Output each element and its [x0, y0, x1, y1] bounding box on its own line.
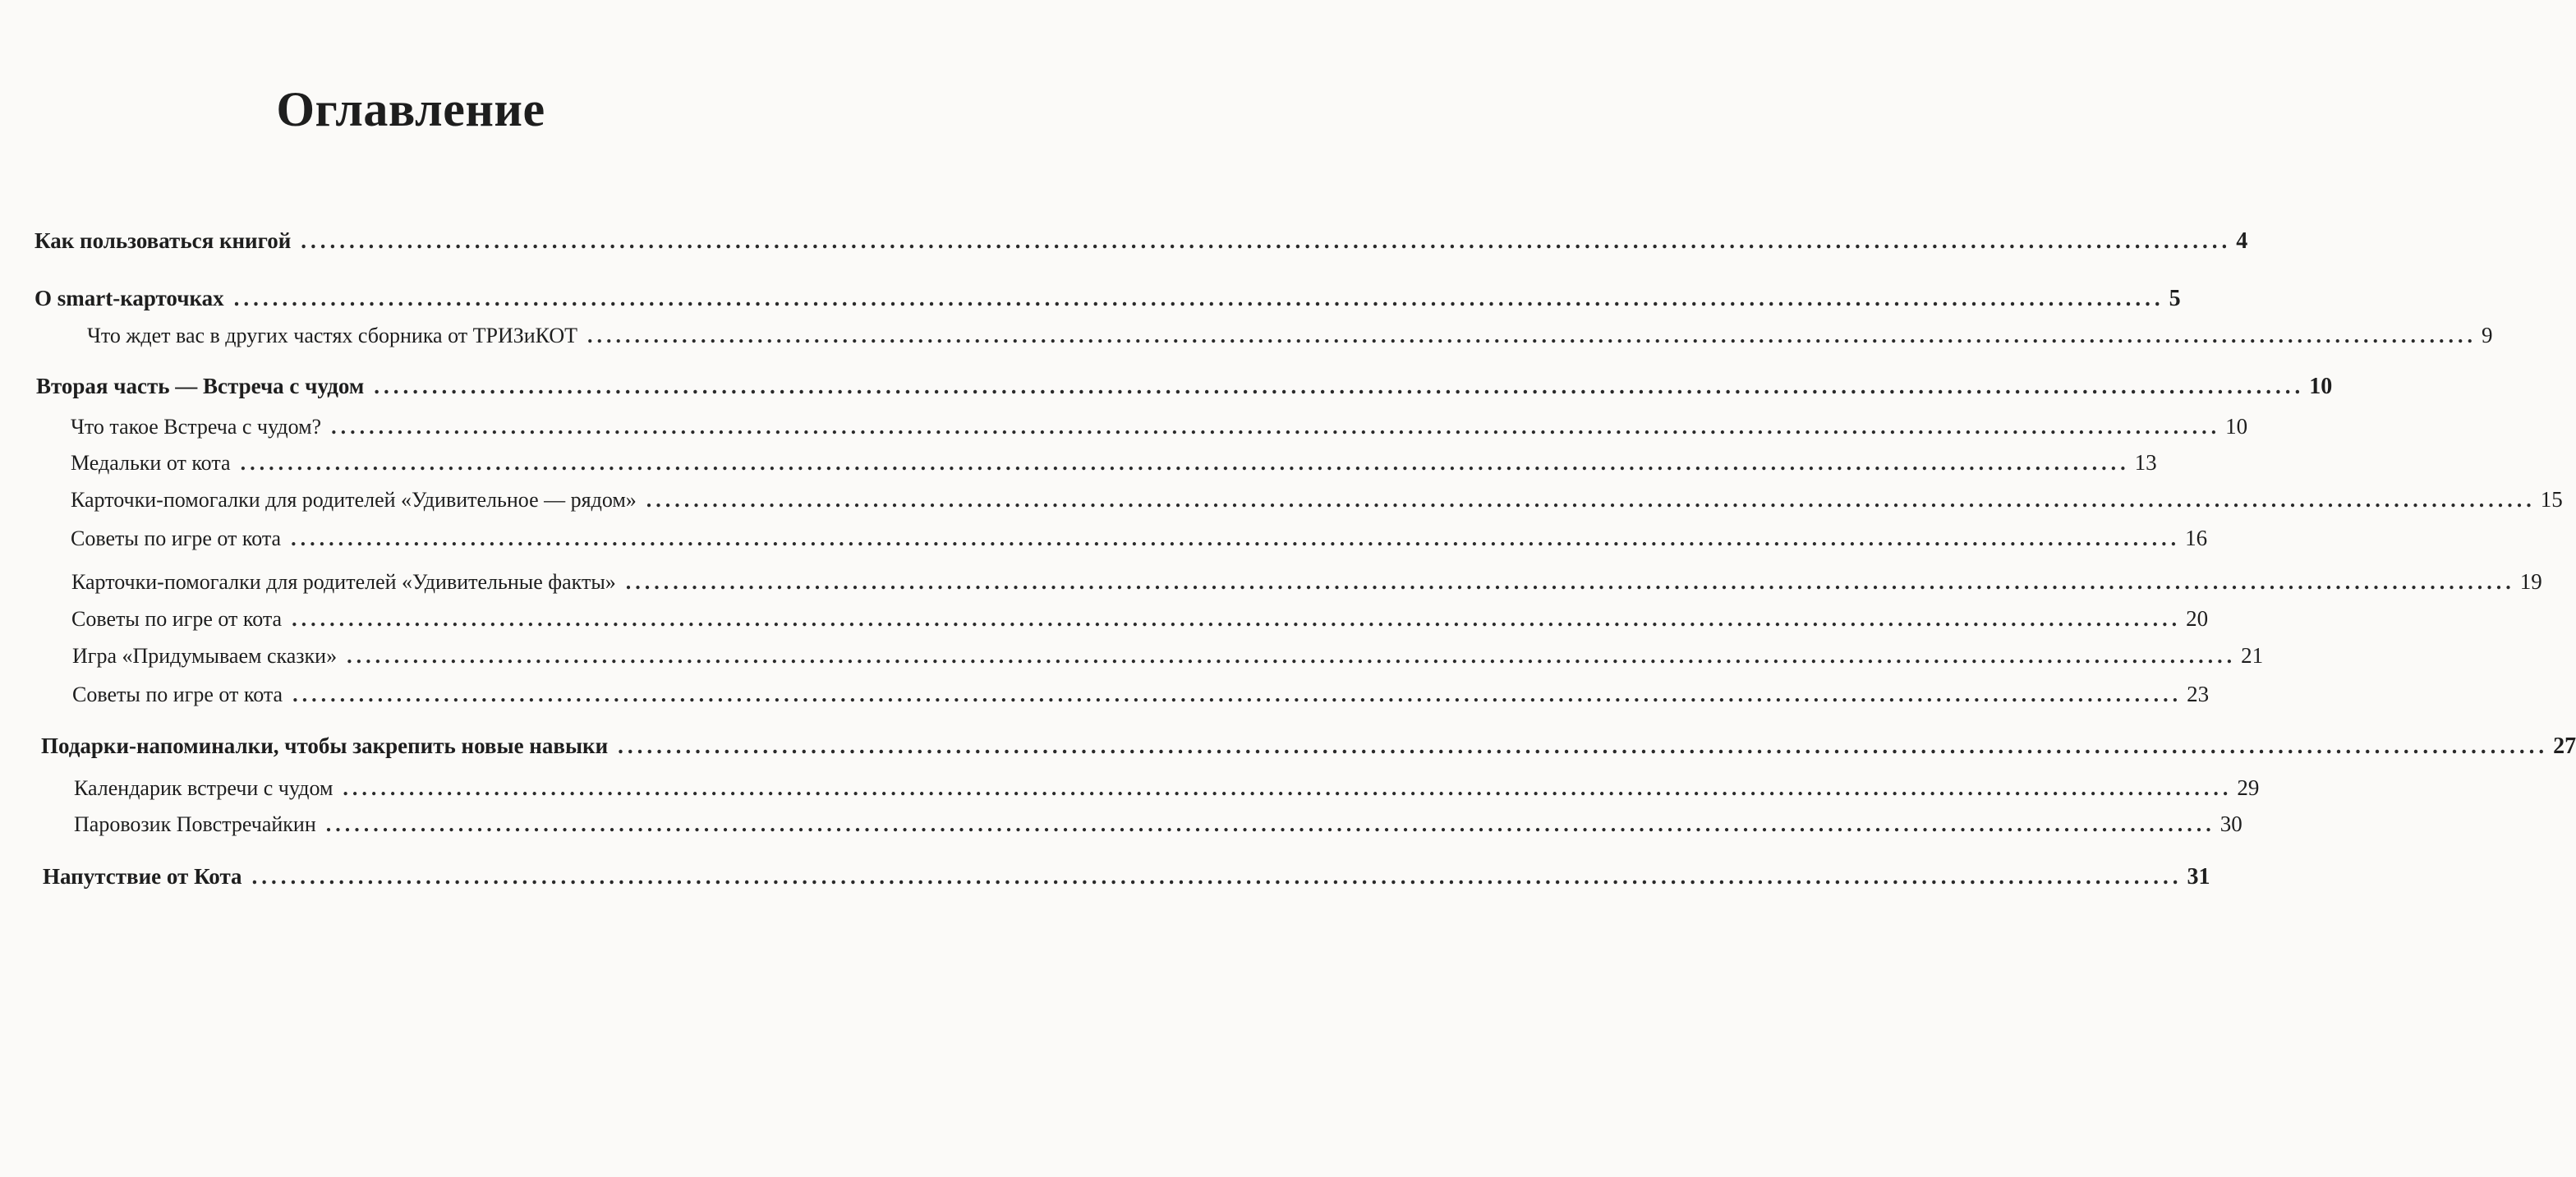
toc-entry[interactable]: [41, 733, 2576, 760]
toc-entry-label: Напутствие от Кота: [43, 864, 242, 889]
toc-entry-page: 13: [2134, 450, 2157, 475]
toc-leader-dots: ........................................................................................................................................................................................................: [374, 374, 2305, 398]
toc-leader-dots: ........................................................................................................................................................................................................: [233, 286, 2164, 310]
toc-entry[interactable]: [87, 323, 2493, 348]
toc-entry-label: О smart-карточках: [34, 286, 224, 310]
toc-entry-label: Советы по игре от кота: [72, 683, 283, 706]
toc-entry[interactable]: [72, 643, 2264, 669]
toc-entry-page: 10: [2309, 374, 2333, 399]
toc-entry[interactable]: [43, 864, 2210, 890]
toc-entry-page: 15: [2540, 487, 2563, 512]
toc-entry-label: Что такое Встреча с чудом?: [71, 415, 322, 439]
toc-entry-page: 31: [2187, 864, 2210, 890]
page-title: Оглавление: [276, 82, 545, 136]
toc-entry[interactable]: [71, 414, 2248, 439]
toc-entry-page: 10: [2225, 414, 2248, 439]
toc-entry[interactable]: [71, 606, 2209, 632]
toc-leader-dots: ........................................................................................................................................................................................................: [292, 683, 2183, 706]
toc-entry-label: Игра «Придумываем сказки»: [72, 644, 338, 668]
toc-leader-dots: ........................................................................................................................................................................................................: [251, 864, 2183, 889]
toc-leader-dots: ........................................................................................................................................................................................................: [301, 228, 2232, 253]
toc-entry[interactable]: [74, 811, 2242, 837]
toc-entry-page: 27: [2553, 733, 2576, 759]
toc-entry-label: Паровозик Повстречайкин: [74, 812, 316, 836]
toc-entry[interactable]: [71, 526, 2208, 551]
toc-leader-dots: ........................................................................................................................................................................................................: [343, 776, 2233, 800]
toc-leader-dots: ........................................................................................................................................................................................................: [331, 415, 2221, 439]
toc-entry-page: 29: [2237, 775, 2260, 800]
toc-entry-label: Карточки-помогалки для родителей «Удивительные факты»: [71, 570, 616, 594]
toc-entry[interactable]: [72, 682, 2210, 707]
toc-entry-label: Подарки-напоминалки, чтобы закрепить новые навыки: [41, 733, 609, 758]
toc-leader-dots: ........................................................................................................................................................................................................: [325, 812, 2215, 836]
toc-entry-page: 19: [2519, 569, 2542, 594]
toc-entry[interactable]: [34, 228, 2248, 255]
toc-entry-page: 5: [2169, 286, 2181, 311]
toc-entry[interactable]: [71, 450, 2157, 476]
toc-entry[interactable]: [36, 374, 2333, 400]
toc-entry-page: 4: [2236, 228, 2248, 254]
toc-entry[interactable]: [71, 569, 2542, 595]
toc-entry-page: 21: [2241, 643, 2264, 668]
toc-leader-dots: ........................................................................................................................................................................................................: [347, 644, 2237, 668]
toc-entry-page: 23: [2187, 682, 2210, 706]
toc-leader-dots: ........................................................................................................................................................................................................: [587, 324, 2477, 347]
toc-entry-page: 16: [2185, 526, 2208, 550]
toc-leader-dots: ........................................................................................................................................................................................................: [625, 570, 2515, 594]
toc-entry-label: Календарик встречи с чудом: [74, 776, 334, 800]
toc-entry-label: Вторая часть — Встреча с чудом: [36, 374, 365, 398]
toc-entry-label: Медальки от кота: [71, 451, 231, 475]
toc-entry-label: Советы по игре от кота: [71, 526, 282, 550]
toc-leader-dots: ........................................................................................................................................................................................................: [618, 733, 2549, 758]
toc-entry-page: 9: [2482, 323, 2493, 347]
toc-leader-dots: ........................................................................................................................................................................................................: [240, 451, 2130, 475]
toc-leader-dots: ........................................................................................................................................................................................................: [646, 488, 2536, 512]
toc-entry[interactable]: [74, 775, 2260, 801]
toc-entry-label: Советы по игре от кота: [71, 607, 283, 631]
toc-leader-dots: ........................................................................................................................................................................................................: [291, 526, 2181, 550]
toc-entry-label: Что ждет вас в других частях сборника от ТРИЗиКОТ: [87, 324, 578, 347]
toc-entry-label: Карточки-помогалки для родителей «Удивительное — рядом»: [71, 488, 637, 512]
toc-leader-dots: ........................................................................................................................................................................................................: [292, 607, 2182, 631]
toc-entry-page: 30: [2220, 811, 2242, 836]
toc-entry-page: 20: [2186, 606, 2209, 631]
toc-entry-label: Как пользоваться книгой: [34, 228, 292, 253]
toc-entry[interactable]: [34, 286, 2181, 312]
toc-entry[interactable]: [71, 487, 2563, 513]
